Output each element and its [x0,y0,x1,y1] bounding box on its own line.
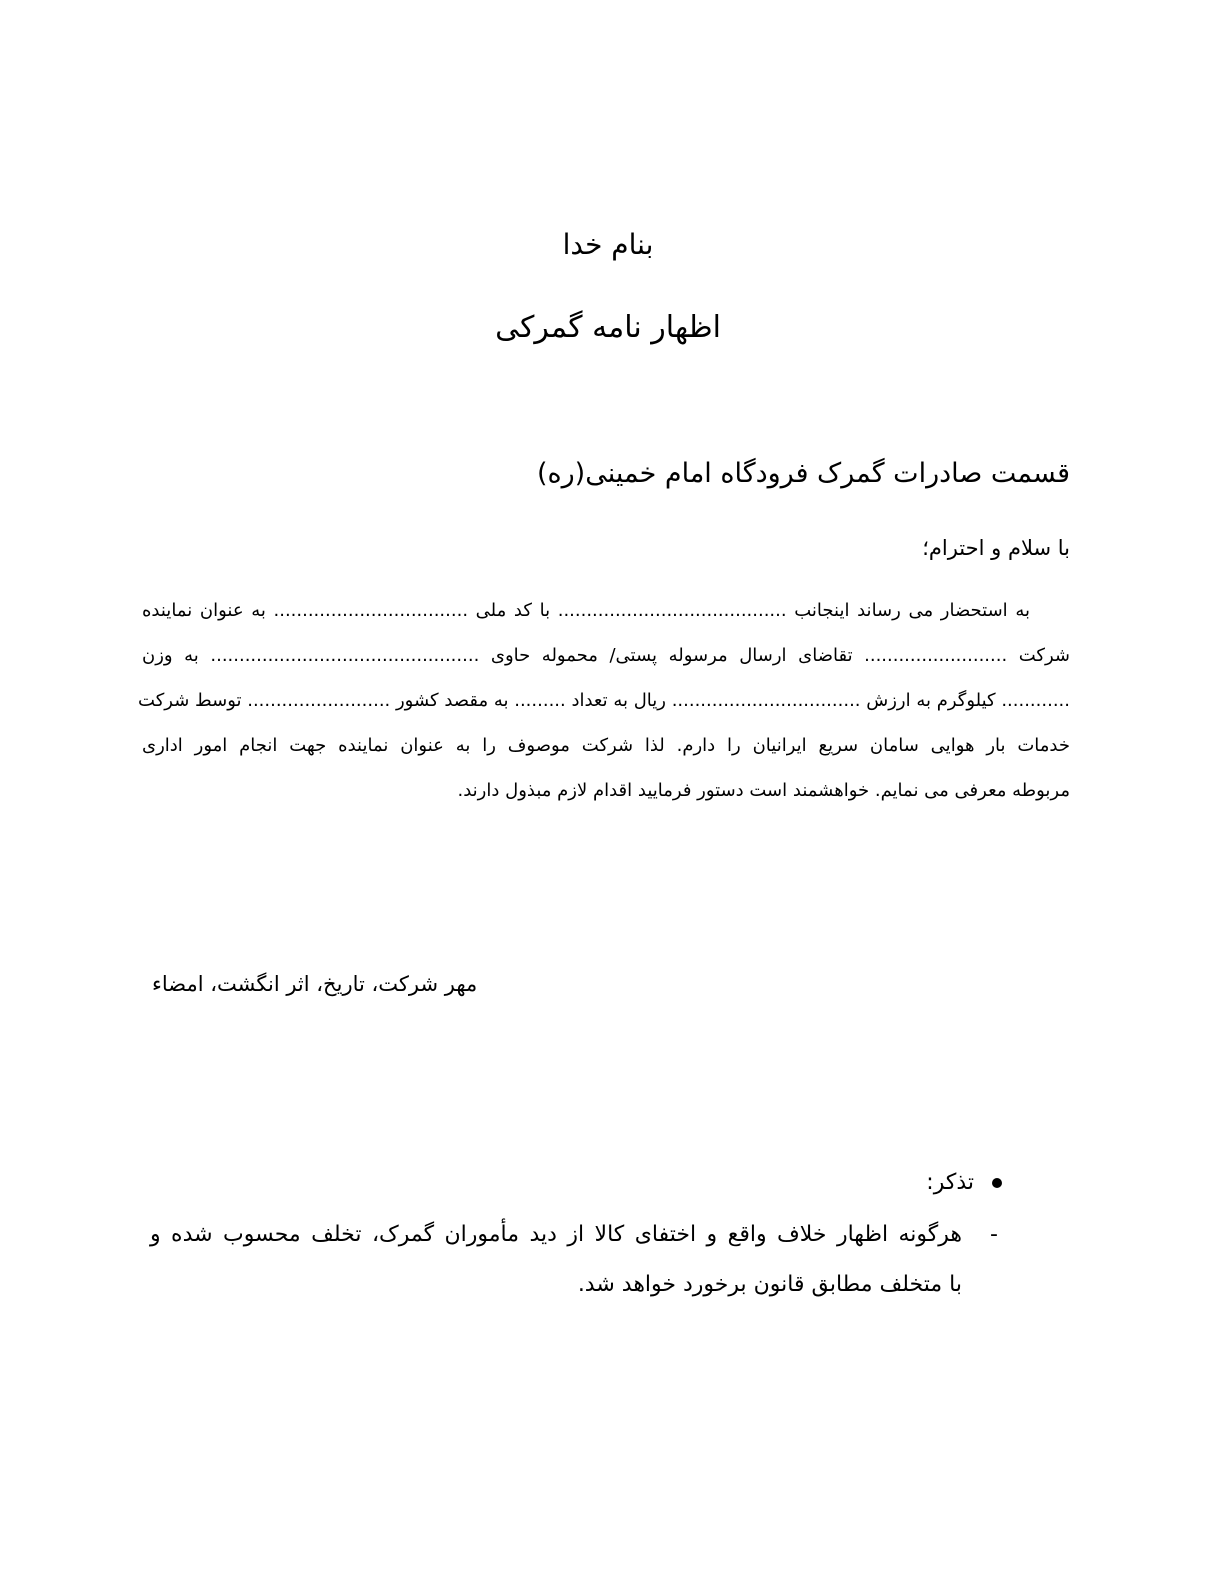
document-title: اظهار نامه گمرکی [495,310,721,345]
signature-label: مهر شرکت، تاریخ، اثر انگشت، امضاء [152,972,478,996]
greeting: با سلام و احترام؛ [922,536,1070,560]
body-line: شرکت ......................... تقاضای ارسال مرسوله پستی/ محموله حاوی ............................................... به وزن [142,645,1070,666]
note-title-row [926,1170,1002,1195]
bullet-icon [992,1178,1002,1188]
body-line: ............ کیلوگرم به ارزش ................................. ریال به تعداد ......... به مقصد کشور ......................... توسط شرکت [138,690,1070,711]
addressee-heading: قسمت صادرات گمرک فرودگاه امام خمینی(ره) [536,458,1070,489]
note-line: با متخلف مطابق قانون برخورد خواهد شد. [577,1272,962,1297]
dash-marker: - [990,1222,998,1247]
note-title: تذکر: [926,1170,974,1195]
invocation-heading: بنام خدا [562,228,654,261]
body-line: به استحضار می رساند اینجانب ........................................ با کد ملی .................................. به عنوان نماینده [142,600,1030,621]
note-line: هرگونه اظهار خلاف واقع و اختفای کالا از دید مأموران گمرک، تخلف محسوب شده و [150,1222,962,1247]
body-line: مربوطه معرفی می نمایم. خواهشمند است دستور فرمایید اقدام لازم مبذول دارند. [457,780,1070,801]
body-line: خدمات بار هوایی سامان سریع ایرانیان را دارم. لذا شرکت موصوف را به عنوان نماینده جهت انجام امور اداری [142,735,1070,756]
